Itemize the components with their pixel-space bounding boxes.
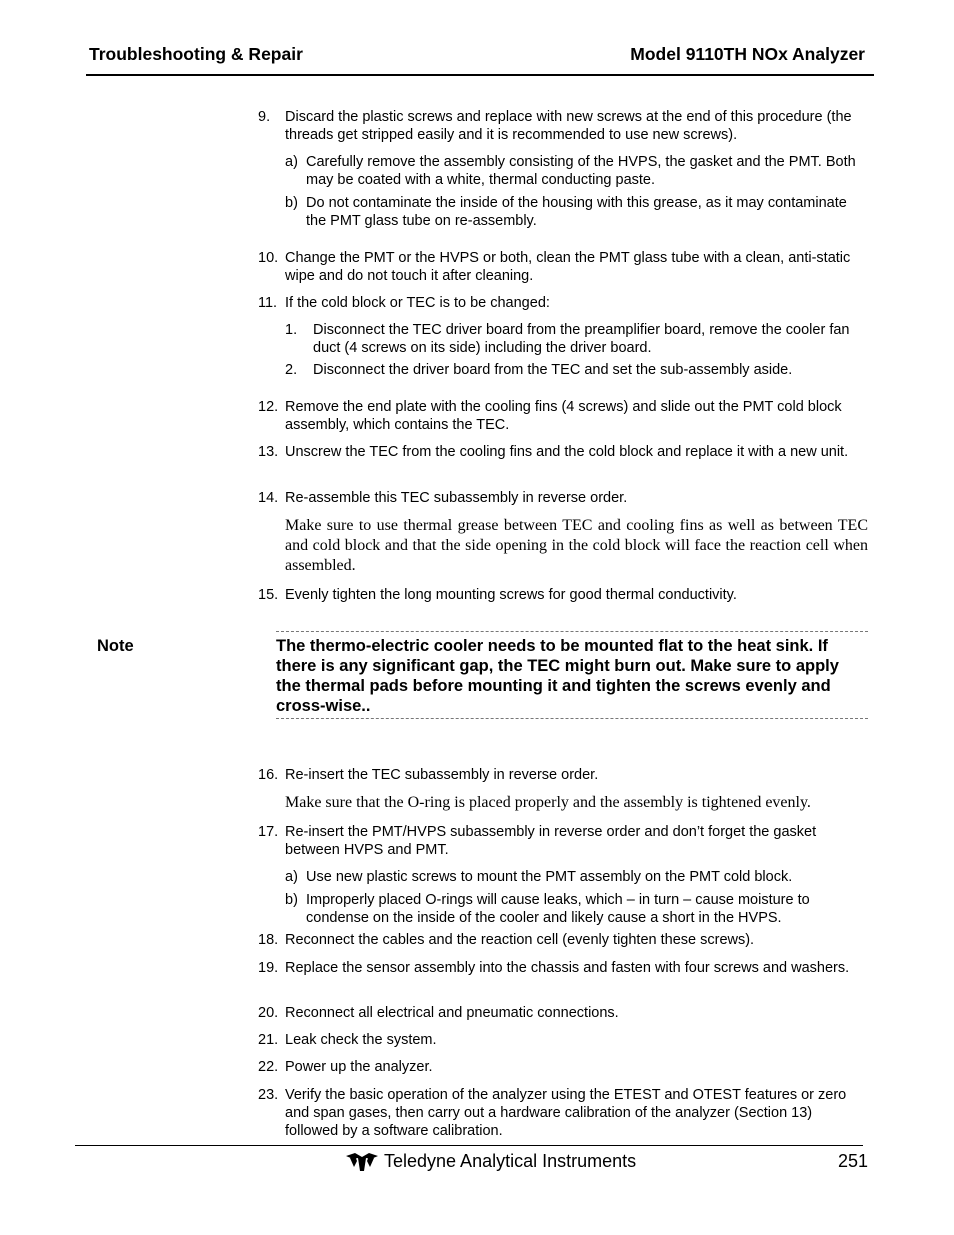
step-text: Remove the end plate with the cooling fins (4 screws) and slide out the PMT cold block assembly, which contains the TEC.: [285, 399, 842, 433]
step-number: 18.: [258, 932, 279, 948]
substep-text: Carefully remove the assembly consisting of the HVPS, the gasket and the PMT. Both may be coated with a white, thermal conducting paste.: [306, 154, 856, 188]
note-bottom-rule: [276, 718, 868, 719]
note-text: The thermo-electric cooler needs to be mounted flat to the heat sink. If there is any significant gap, the TEC might burn out. Make sure to apply the thermal pads before mounting it and tighten the screws evenly and cross-wise..: [276, 637, 839, 715]
step-text: Unscrew the TEC from the cooling fins and the cold block and replace it with a new unit.: [285, 444, 849, 460]
step-number: 15.: [258, 587, 279, 603]
header-section-title: Troubleshooting & Repair: [89, 44, 303, 64]
step-text: Re-insert the TEC subassembly in reverse order.: [285, 767, 599, 783]
step-number: 20.: [258, 1005, 279, 1021]
substep-letter: b): [285, 195, 298, 211]
note-top-rule: [276, 631, 868, 632]
substep-letter: b): [285, 892, 298, 908]
substep-text: Improperly placed O-rings will cause leaks, which – in turn – cause moisture to condense on the inside of the cooler and likely cause a short in the HVPS.: [306, 892, 810, 926]
step-text: Leak check the system.: [285, 1032, 437, 1048]
step-number: 13.: [258, 444, 279, 460]
step-text: If the cold block or TEC is to be changed:: [285, 295, 550, 311]
substep-text: Disconnect the driver board from the TEC and set the sub-assembly aside.: [313, 362, 793, 378]
substep-number: 1.: [285, 322, 298, 338]
step-number: 16.: [258, 767, 279, 783]
header-model-title: Model 9110TH NOx Analyzer: [630, 44, 865, 64]
step-number: 14.: [258, 490, 279, 506]
step-text: Re-assemble this TEC subassembly in reverse order.: [285, 490, 628, 506]
step-text: Replace the sensor assembly into the chassis and fasten with four screws and washers.: [285, 960, 850, 976]
step-text: Reconnect all electrical and pneumatic connections.: [285, 1005, 619, 1021]
step-text: Evenly tighten the long mounting screws for good thermal conductivity.: [285, 587, 737, 603]
step-number: 23.: [258, 1087, 279, 1103]
footer-page-number: 251: [838, 1151, 869, 1171]
step-text: Verify the basic operation of the analyzer using the ETEST and OTEST features or zero and span gases, then carry out a hardware calibration of the analyzer (Section 13) followed by a software calibration.: [285, 1087, 847, 1139]
step-text: Reconnect the cables and the reaction cell (evenly tighten these screws).: [285, 932, 755, 948]
footer-rule: [75, 1145, 863, 1146]
note-label: Note: [97, 637, 134, 655]
step-16-detail: Make sure that the O-ring is placed properly and the assembly is tightened evenly.: [285, 794, 811, 811]
substep-text: Use new plastic screws to mount the PMT assembly on the PMT cold block.: [306, 869, 793, 885]
substep-letter: a): [285, 154, 298, 170]
teledyne-logo-icon: [345, 1152, 379, 1172]
step-text: Power up the analyzer.: [285, 1059, 433, 1075]
step-number: 9.: [258, 109, 271, 125]
step-text: Discard the plastic screws and replace with new screws at the end of this procedure (the threads get stripped easily and it is recommended to use new screws).: [285, 109, 852, 143]
substep-text: Disconnect the TEC driver board from the preamplifier board, remove the cooler fan duct (4 screws on its side) including the driver board.: [313, 322, 850, 356]
step-text: Re-insert the PMT/HVPS subassembly in reverse order and don’t forget the gasket between HVPS and PMT.: [285, 824, 817, 858]
header-rule: [86, 74, 874, 76]
substep-text: Do not contaminate the inside of the housing with this grease, as it may contaminate the PMT glass tube on re-assembly.: [306, 195, 847, 229]
step-number: 12.: [258, 399, 279, 415]
step-text: Change the PMT or the HVPS or both, clean the PMT glass tube with a clean, anti-static wipe and do not touch it after cleaning.: [285, 250, 851, 284]
step-number: 10.: [258, 250, 279, 266]
substep-number: 2.: [285, 362, 298, 378]
substep-letter: a): [285, 869, 298, 885]
step-number: 19.: [258, 960, 279, 976]
step-number: 11.: [258, 295, 278, 311]
footer-company-name: Teledyne Analytical Instruments: [384, 1151, 637, 1171]
step-number: 22.: [258, 1059, 279, 1075]
step-number: 17.: [258, 824, 279, 840]
step-14-detail: Make sure to use thermal grease between TEC and cooling fins as well as between TEC and cold block and that the side opening in the cold block will face the reaction cell when assembled.: [285, 517, 868, 574]
step-number: 21.: [258, 1032, 279, 1048]
